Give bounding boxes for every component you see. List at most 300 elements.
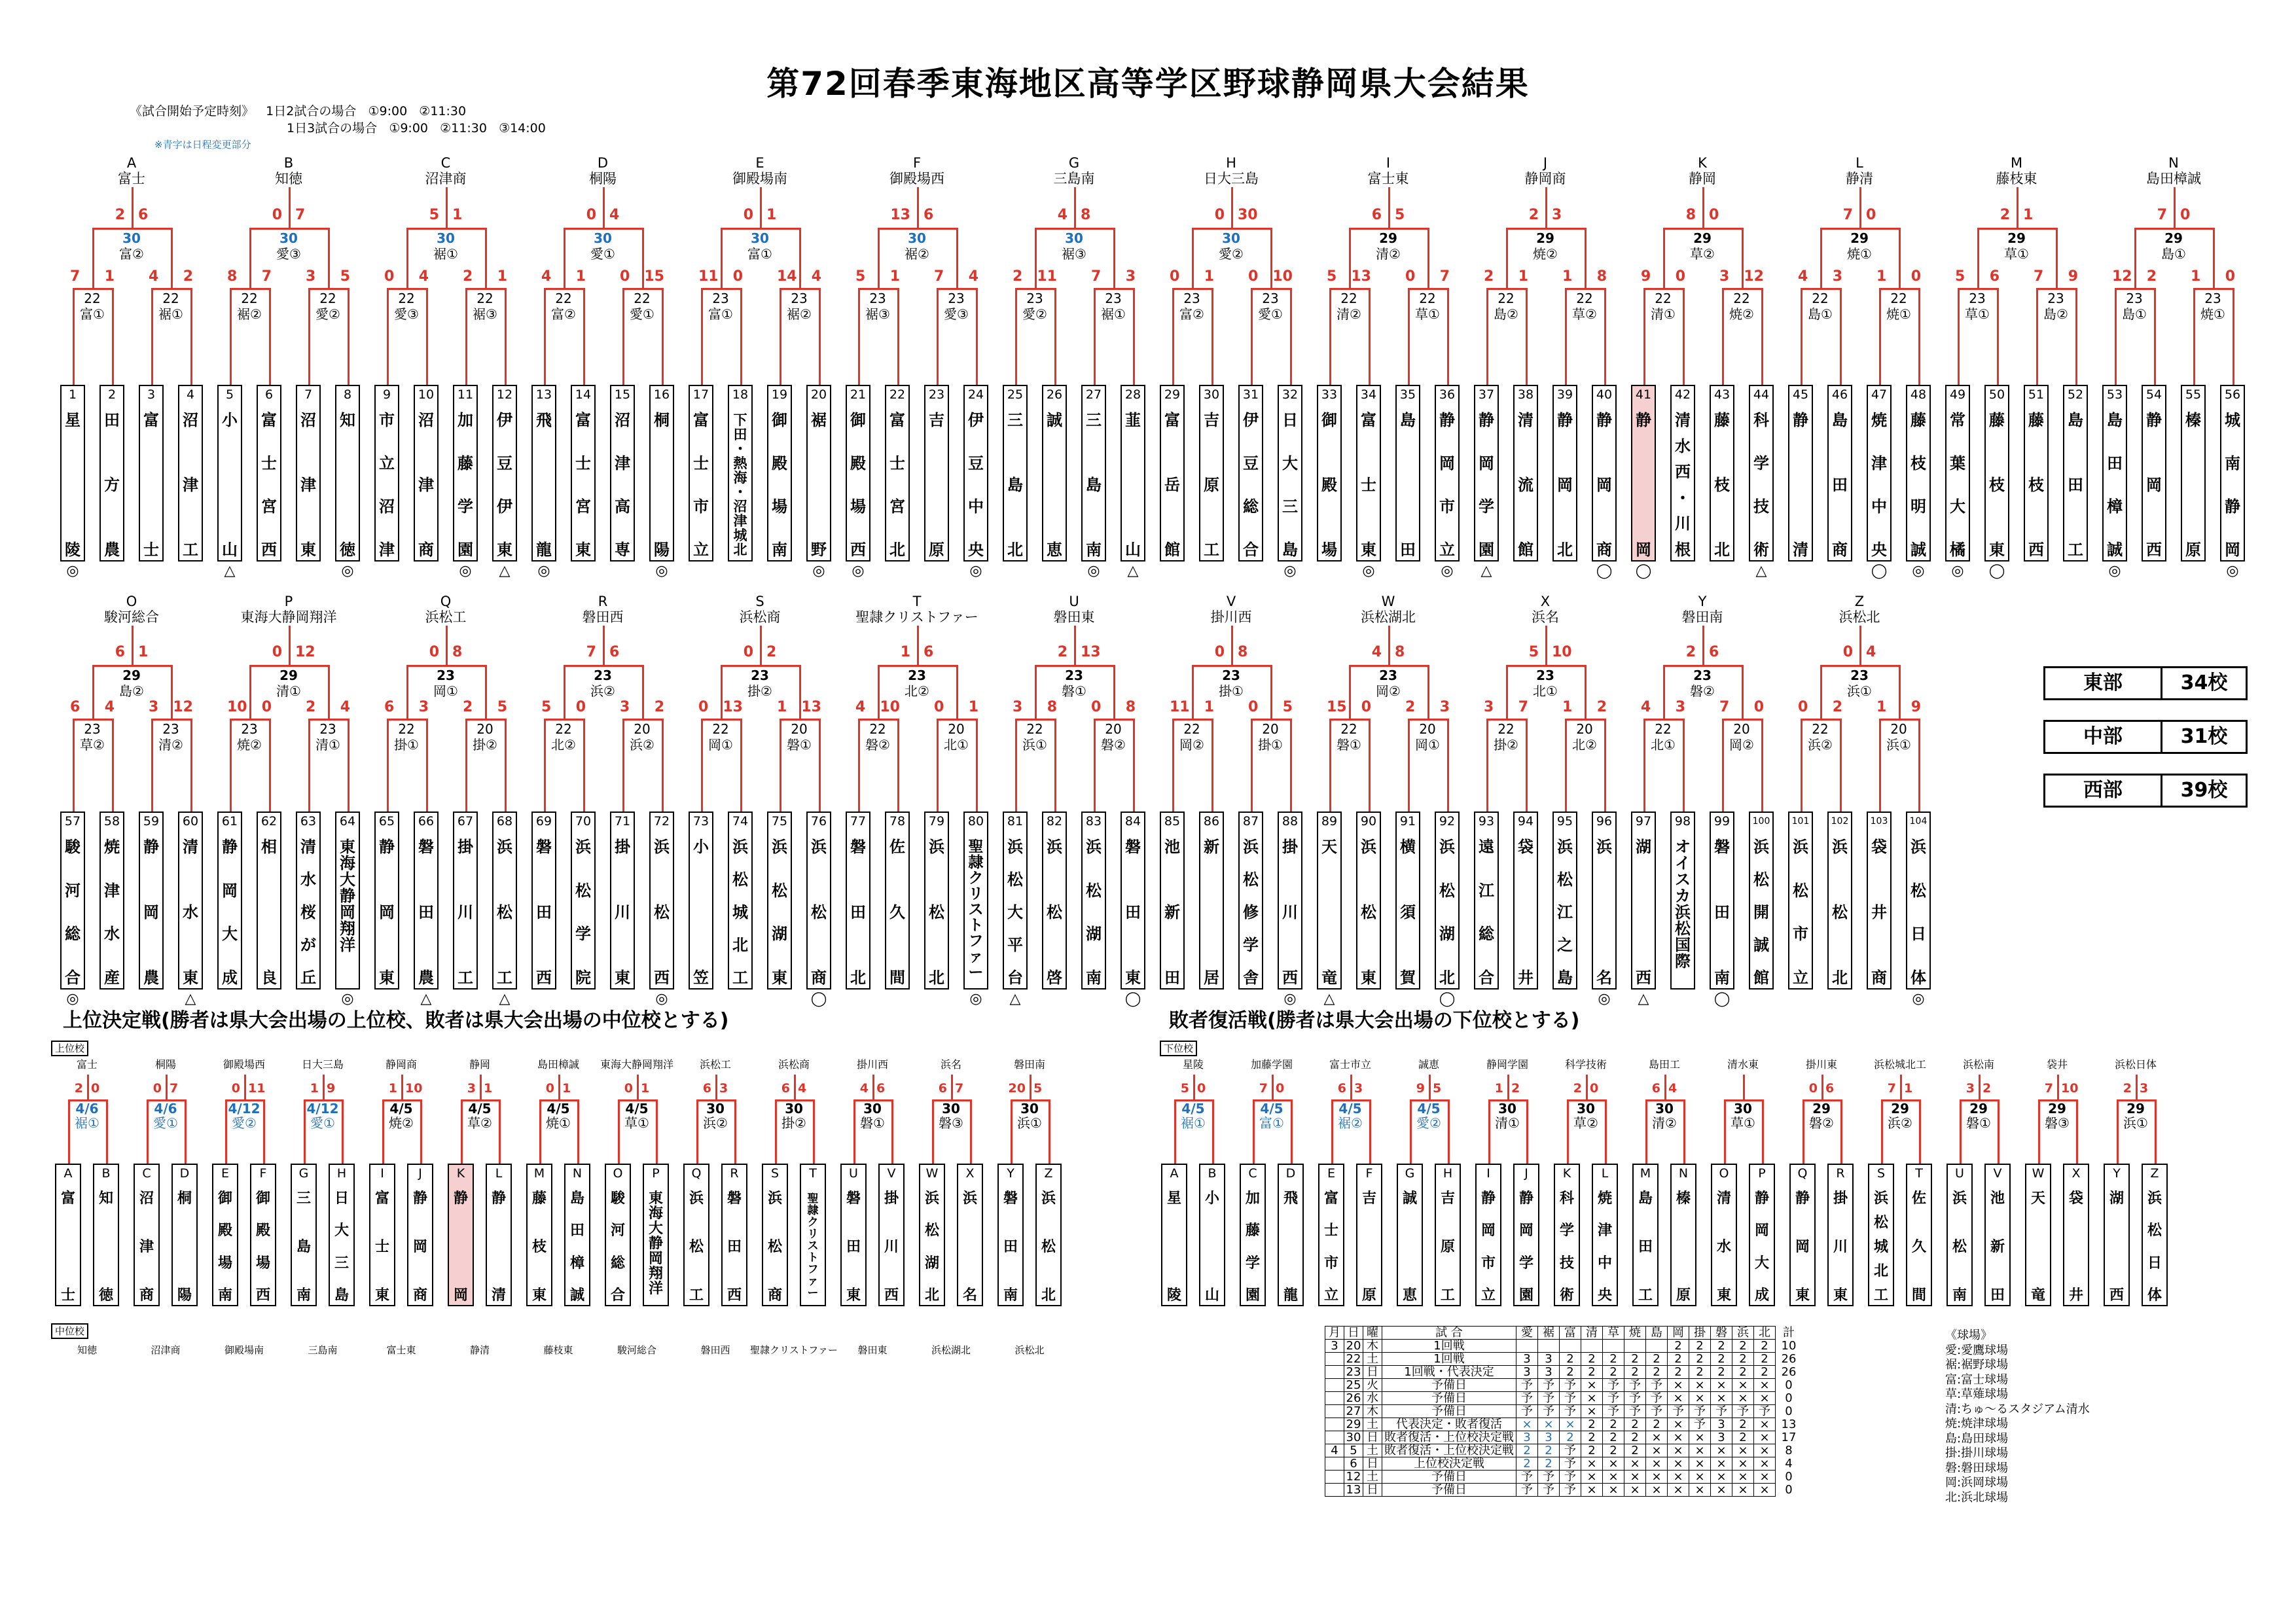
team-box[interactable] xyxy=(1397,1164,1423,1306)
team-box[interactable] xyxy=(957,1164,983,1306)
team-box[interactable] xyxy=(1160,385,1185,562)
team-box[interactable] xyxy=(806,385,831,562)
score: 5 xyxy=(1528,644,1539,660)
team-box[interactable] xyxy=(453,385,478,562)
team-name-char: 浜 xyxy=(497,838,512,856)
team-name-char: 御 xyxy=(1321,411,1337,429)
game-venue: 愛① xyxy=(590,246,615,262)
team-box[interactable] xyxy=(1278,1164,1304,1306)
team-box[interactable] xyxy=(1042,385,1067,562)
team-number: E xyxy=(1327,1166,1335,1181)
team-box[interactable] xyxy=(178,385,203,562)
game-venue: 愛① xyxy=(153,1115,178,1131)
score: 20 xyxy=(1008,1081,1026,1096)
team-box[interactable] xyxy=(643,1164,669,1306)
team-box[interactable] xyxy=(217,812,242,990)
team-number: 23 xyxy=(928,387,945,402)
team-box[interactable] xyxy=(1317,812,1342,990)
team-box[interactable] xyxy=(492,385,517,562)
score: 4 xyxy=(1798,268,1808,285)
team-box[interactable] xyxy=(2024,385,2049,562)
score: 2 xyxy=(74,1081,83,1096)
team-box[interactable] xyxy=(2102,385,2127,562)
team-box[interactable] xyxy=(1670,812,1695,990)
team-box[interactable] xyxy=(1632,1164,1659,1306)
mid-school: 駿河総合 xyxy=(617,1344,656,1356)
team-name-char: 遠 xyxy=(1479,838,1494,856)
score: 12 xyxy=(1744,268,1764,285)
team-box[interactable] xyxy=(2220,385,2245,562)
team-box[interactable] xyxy=(846,812,870,990)
team-box[interactable] xyxy=(1081,385,1106,562)
team-name-char: 静 xyxy=(2146,411,2162,429)
game-venue: 掛① xyxy=(1219,683,1244,699)
team-name-char: 立 xyxy=(1480,1287,1496,1304)
team-box[interactable] xyxy=(924,812,949,990)
team-box[interactable] xyxy=(1474,385,1499,562)
team-number: 90 xyxy=(1360,814,1377,829)
bracket-line xyxy=(446,626,448,665)
team-name-char: 島 xyxy=(1557,969,1573,987)
team-box[interactable] xyxy=(610,812,635,990)
bracket-line xyxy=(1565,288,1604,290)
team-box[interactable] xyxy=(2063,1164,2089,1306)
team-box[interactable] xyxy=(605,1164,631,1306)
team-box[interactable] xyxy=(178,812,203,990)
team-number: X xyxy=(965,1166,975,1181)
team-box[interactable] xyxy=(1592,1164,1618,1306)
team-box[interactable] xyxy=(963,812,988,990)
team-box[interactable] xyxy=(1435,812,1460,990)
score: 0 xyxy=(545,1081,554,1096)
team-box[interactable] xyxy=(1238,812,1263,990)
team-box[interactable] xyxy=(453,812,478,990)
team-box[interactable] xyxy=(767,385,792,562)
bracket-line xyxy=(1545,626,1547,665)
team-box[interactable] xyxy=(997,1164,1024,1306)
region-name: 東部 xyxy=(2045,668,2162,698)
team-box[interactable] xyxy=(1513,385,1538,562)
table-cell: 0 xyxy=(1776,1379,1803,1392)
team-box[interactable] xyxy=(369,1164,395,1306)
team-name-char: 浜 xyxy=(767,1190,782,1207)
team-box[interactable] xyxy=(1356,812,1381,990)
team-number: J xyxy=(418,1166,422,1181)
team-box[interactable] xyxy=(414,385,439,562)
team-name-char: ス xyxy=(1675,870,1691,889)
team-name-char: 合 xyxy=(1243,541,1259,559)
team-name-char: 浜 xyxy=(1793,838,1808,856)
score: 7 xyxy=(1091,268,1102,285)
advance-mark: △ xyxy=(1638,991,1649,1007)
game-date: 22 xyxy=(1183,721,1200,737)
game-venue: 北② xyxy=(1572,737,1597,753)
team-name-char: 立 xyxy=(1323,1287,1338,1304)
table-cell: 島 xyxy=(1646,1327,1668,1340)
team-box[interactable] xyxy=(1906,385,1931,562)
team-box[interactable] xyxy=(1121,812,1145,990)
team-box[interactable] xyxy=(610,385,635,562)
team-box[interactable] xyxy=(134,1164,160,1306)
score: 4 xyxy=(1371,644,1382,660)
team-box[interactable] xyxy=(963,385,988,562)
team-box[interactable] xyxy=(2104,1164,2130,1306)
team-name-char: 西 xyxy=(1675,463,1691,482)
team-box[interactable] xyxy=(1867,812,1892,990)
game-date: 23 xyxy=(2047,291,2064,306)
team-box[interactable] xyxy=(689,812,713,990)
table-cell-game: 代表決定・敗者復活 xyxy=(1382,1418,1516,1431)
team-box[interactable] xyxy=(800,1164,826,1306)
team-box[interactable] xyxy=(1788,385,1813,562)
game-venue: 愛③ xyxy=(394,306,419,322)
block-winner: 三島南 xyxy=(1053,171,1095,187)
team-box[interactable] xyxy=(1035,1164,1062,1306)
team-name-char: 北 xyxy=(929,969,944,987)
team-name-char: 竜 xyxy=(2030,1287,2045,1304)
team-box[interactable] xyxy=(1395,812,1420,990)
team-box[interactable] xyxy=(296,812,321,990)
team-box[interactable] xyxy=(571,812,596,990)
score: 7 xyxy=(170,1081,179,1096)
team-box[interactable] xyxy=(171,1164,198,1306)
team-box[interactable] xyxy=(291,1164,317,1306)
bracket-line xyxy=(1859,187,1861,228)
team-box[interactable] xyxy=(448,1164,474,1306)
team-box[interactable] xyxy=(1592,812,1617,990)
score: 1 xyxy=(497,268,507,285)
team-box[interactable] xyxy=(257,812,281,990)
score: 0 xyxy=(1170,268,1180,285)
team-box[interactable] xyxy=(374,385,399,562)
bracket-line xyxy=(401,1075,403,1099)
team-box[interactable] xyxy=(99,385,124,562)
team-box[interactable] xyxy=(1081,812,1106,990)
block-id: I xyxy=(1386,155,1391,171)
team-box[interactable] xyxy=(1710,812,1734,990)
team-box[interactable] xyxy=(1435,1164,1461,1306)
game-date: 23 xyxy=(319,721,336,737)
team-name-char: 静 xyxy=(1793,411,1808,429)
team-box[interactable] xyxy=(1513,812,1538,990)
team-box[interactable] xyxy=(335,812,360,990)
team-box[interactable] xyxy=(1199,385,1224,562)
team-number: 82 xyxy=(1046,814,1063,829)
team-number: 25 xyxy=(1007,387,1024,402)
team-name-char: 央 xyxy=(968,541,984,559)
team-box[interactable] xyxy=(1984,1164,2011,1306)
team-box[interactable] xyxy=(1238,385,1263,562)
team-box[interactable] xyxy=(1121,385,1145,562)
team-box[interactable] xyxy=(374,812,399,990)
team-box[interactable] xyxy=(1240,1164,1266,1306)
team-box[interactable] xyxy=(878,1164,905,1306)
team-box[interactable] xyxy=(1827,1164,1854,1306)
team-name-char: 東 xyxy=(846,1287,861,1304)
team-box[interactable] xyxy=(486,1164,512,1306)
team-box[interactable] xyxy=(885,812,910,990)
table-cell: 2 xyxy=(1732,1353,1754,1366)
score: 0 xyxy=(624,1081,633,1096)
bracket-line xyxy=(1272,1075,1274,1099)
team-box[interactable] xyxy=(1395,385,1420,562)
table-cell: × xyxy=(1754,1484,1776,1497)
upper-tag: 上位校 xyxy=(51,1041,88,1056)
table-cell: 4 xyxy=(1325,1444,1344,1457)
team-number: A xyxy=(1170,1166,1179,1181)
team-number: 87 xyxy=(1242,814,1259,829)
team-box[interactable] xyxy=(806,812,831,990)
team-box[interactable] xyxy=(571,385,596,562)
team-box[interactable] xyxy=(1552,385,1577,562)
team-box[interactable] xyxy=(1868,1164,1894,1306)
bracket-line xyxy=(1879,288,1918,290)
team-box[interactable] xyxy=(1199,1164,1225,1306)
team-box[interactable] xyxy=(250,1164,276,1306)
team-box[interactable] xyxy=(721,1164,747,1306)
block-winner: 島田樟誠 xyxy=(2146,171,2201,187)
team-box[interactable] xyxy=(1867,385,1892,562)
game-venue: 焼② xyxy=(237,737,262,753)
team-name-char: 場 xyxy=(217,1255,232,1272)
team-box[interactable] xyxy=(2142,385,2166,562)
team-name-char: ト xyxy=(807,1251,819,1264)
team-box[interactable] xyxy=(531,812,556,990)
mid-school: 知徳 xyxy=(77,1344,97,1356)
bracket-line xyxy=(87,1075,89,1099)
team-name-char: 御 xyxy=(217,1190,232,1207)
table-cell: × xyxy=(1624,1471,1646,1484)
advance-mark: △ xyxy=(1480,563,1492,579)
game-venue: 掛② xyxy=(473,737,497,753)
team-name-char: 静 xyxy=(453,1190,468,1207)
score: 0 xyxy=(152,1081,162,1096)
team-box[interactable] xyxy=(1749,385,1774,562)
team-box[interactable] xyxy=(1042,812,1067,990)
team-box[interactable] xyxy=(762,1164,788,1306)
team-box[interactable] xyxy=(2181,385,2206,562)
team-box[interactable] xyxy=(1906,1164,1932,1306)
team-name-char: 沼 xyxy=(418,411,434,429)
team-box[interactable] xyxy=(1161,1164,1187,1306)
schedule-time: ②11:30 xyxy=(419,104,467,118)
score: 0 xyxy=(1590,1081,1599,1096)
block-winner: 御殿場西 xyxy=(889,171,944,187)
table-cell: 予 xyxy=(1732,1405,1754,1418)
score: 5 xyxy=(1282,699,1293,715)
game-date: 23 xyxy=(2126,291,2143,306)
team-box[interactable] xyxy=(649,812,674,990)
team-name-char: 場 xyxy=(850,497,866,516)
team-box[interactable] xyxy=(1199,812,1224,990)
team-box[interactable] xyxy=(1318,1164,1344,1306)
team-box[interactable] xyxy=(257,385,281,562)
team-box[interactable] xyxy=(1827,385,1852,562)
team-box[interactable] xyxy=(407,1164,433,1306)
team-name-char: 工 xyxy=(1638,1287,1653,1304)
team-name-char: 三 xyxy=(334,1255,349,1272)
team-name-char: 富 xyxy=(143,411,159,429)
team-box[interactable] xyxy=(840,1164,867,1306)
team-name-char: 松 xyxy=(497,903,512,921)
bracket-line xyxy=(323,1075,325,1099)
team-box[interactable] xyxy=(1474,812,1499,990)
team-name-char: 磐 xyxy=(850,838,866,856)
team-name-char: 藤 xyxy=(1910,411,1926,429)
team-box[interactable] xyxy=(1592,385,1617,562)
team-box[interactable] xyxy=(296,385,321,562)
team-box[interactable] xyxy=(1984,385,2009,562)
team-box[interactable] xyxy=(846,385,870,562)
team-box[interactable] xyxy=(2025,1164,2051,1306)
table-cell: 予 xyxy=(1603,1379,1624,1392)
team-box[interactable] xyxy=(1003,812,1028,990)
team-box[interactable] xyxy=(217,385,242,562)
team-box[interactable] xyxy=(1788,812,1813,990)
team-box[interactable] xyxy=(1554,1164,1580,1306)
team-number: 3 xyxy=(147,387,156,402)
team-name-char: 三 xyxy=(296,1190,311,1207)
table-cell: 2 xyxy=(1538,1457,1560,1471)
bracket-line xyxy=(406,228,485,230)
team-box[interactable] xyxy=(1356,1164,1382,1306)
team-box[interactable] xyxy=(329,1164,355,1306)
table-cell: 2 xyxy=(1711,1340,1732,1353)
schedule-info xyxy=(130,103,546,137)
team-box[interactable] xyxy=(1475,1164,1501,1306)
table-cell: 清 xyxy=(1581,1327,1603,1340)
team-box[interactable] xyxy=(1317,385,1342,562)
team-box[interactable] xyxy=(728,812,753,990)
team-box[interactable] xyxy=(885,385,910,562)
team-box[interactable] xyxy=(93,1164,119,1306)
team-box[interactable] xyxy=(1160,812,1185,990)
team-box[interactable] xyxy=(1670,385,1695,562)
team-name-char: 知 xyxy=(340,411,355,429)
bracket-line xyxy=(289,187,291,228)
team-box[interactable] xyxy=(1435,385,1460,562)
bracket-line xyxy=(249,228,328,230)
team-box[interactable] xyxy=(526,1164,552,1306)
team-box[interactable] xyxy=(1749,1164,1775,1306)
team-box[interactable] xyxy=(1278,812,1302,990)
advance-mark: ◯ xyxy=(1439,991,1456,1007)
team-box[interactable] xyxy=(1003,385,1028,562)
team-box[interactable] xyxy=(1631,385,1656,562)
team-box[interactable] xyxy=(139,812,164,990)
score: 3 xyxy=(1965,1081,1975,1096)
team-box[interactable] xyxy=(1710,385,1734,562)
team-box[interactable] xyxy=(55,1164,81,1306)
team-box[interactable] xyxy=(531,385,556,562)
team-box[interactable] xyxy=(1278,385,1302,562)
team-box[interactable] xyxy=(1946,1164,1973,1306)
advance-mark: △ xyxy=(1755,563,1767,579)
team-box[interactable] xyxy=(919,1164,945,1306)
team-box[interactable] xyxy=(1789,1164,1816,1306)
table-cell: × xyxy=(1668,1392,1689,1405)
team-number: 94 xyxy=(1517,814,1534,829)
team-box[interactable] xyxy=(60,385,85,562)
team-number: I xyxy=(380,1166,384,1181)
team-box[interactable] xyxy=(1631,812,1656,990)
team-box[interactable] xyxy=(1356,385,1381,562)
team-box[interactable] xyxy=(1711,1164,1737,1306)
team-box[interactable] xyxy=(212,1164,238,1306)
table-cell: 3 xyxy=(1538,1353,1560,1366)
team-number: C xyxy=(142,1166,151,1181)
team-number: K xyxy=(456,1166,465,1181)
team-name-char: 農 xyxy=(418,969,434,987)
score: 3 xyxy=(149,699,159,715)
game-venue: 磐③ xyxy=(2045,1115,2070,1131)
bracket-line xyxy=(780,719,819,721)
score: 4 xyxy=(798,1081,807,1096)
team-name-char: 学 xyxy=(1518,1255,1534,1272)
team-box[interactable] xyxy=(414,812,439,990)
team-box[interactable] xyxy=(689,385,713,562)
team-box[interactable] xyxy=(1749,812,1774,990)
bracket-line xyxy=(1801,719,1840,721)
game-date: 30 xyxy=(594,230,612,246)
team-box[interactable] xyxy=(2142,1164,2168,1306)
game-venue: 裾② xyxy=(787,306,812,322)
game-venue: 愛① xyxy=(310,1115,335,1131)
team-box[interactable] xyxy=(1552,812,1577,990)
team-name-char: 島 xyxy=(2107,411,2123,429)
team-box[interactable] xyxy=(335,385,360,562)
block-winner: 磐田南 xyxy=(1681,609,1723,625)
team-box[interactable] xyxy=(924,385,949,562)
team-box[interactable] xyxy=(139,385,164,562)
match-winner: 浜松商 xyxy=(778,1058,810,1071)
team-box[interactable] xyxy=(728,385,753,562)
team-name-char: 東 xyxy=(300,541,316,559)
team-number: 8 xyxy=(343,387,352,402)
team-box[interactable] xyxy=(1945,385,1970,562)
team-name-char: 島 xyxy=(2068,411,2083,429)
team-box[interactable] xyxy=(60,812,85,990)
team-box[interactable] xyxy=(767,812,792,990)
team-box[interactable] xyxy=(564,1164,590,1306)
game-date: 22 xyxy=(555,721,572,737)
team-number: 99 xyxy=(1713,814,1731,829)
region-box xyxy=(2043,774,2248,808)
team-box[interactable] xyxy=(492,812,517,990)
team-name-char: 伊 xyxy=(497,411,512,429)
bracket-line xyxy=(1172,719,1211,721)
team-name-char: 浜 xyxy=(1910,838,1926,856)
team-name-char: リ xyxy=(968,885,984,902)
block-winner: 知徳 xyxy=(275,171,302,187)
team-name-char: 井 xyxy=(1871,903,1887,921)
bracket-line xyxy=(2136,1075,2138,1099)
score: 6 xyxy=(781,1081,790,1096)
table-cell: 予 xyxy=(1538,1392,1560,1405)
team-box[interactable] xyxy=(2063,385,2088,562)
team-box[interactable] xyxy=(1513,1164,1539,1306)
team-box[interactable] xyxy=(1670,1164,1696,1306)
team-box[interactable] xyxy=(99,812,124,990)
team-box[interactable] xyxy=(1906,812,1931,990)
table-cell-game: 予備日 xyxy=(1382,1379,1516,1392)
team-box[interactable] xyxy=(1827,812,1852,990)
team-number: 24 xyxy=(967,387,984,402)
table-cell: 27 xyxy=(1344,1405,1363,1418)
team-box[interactable] xyxy=(683,1164,709,1306)
team-name-char: 浜 xyxy=(2147,1190,2162,1207)
team-box[interactable] xyxy=(649,385,674,562)
